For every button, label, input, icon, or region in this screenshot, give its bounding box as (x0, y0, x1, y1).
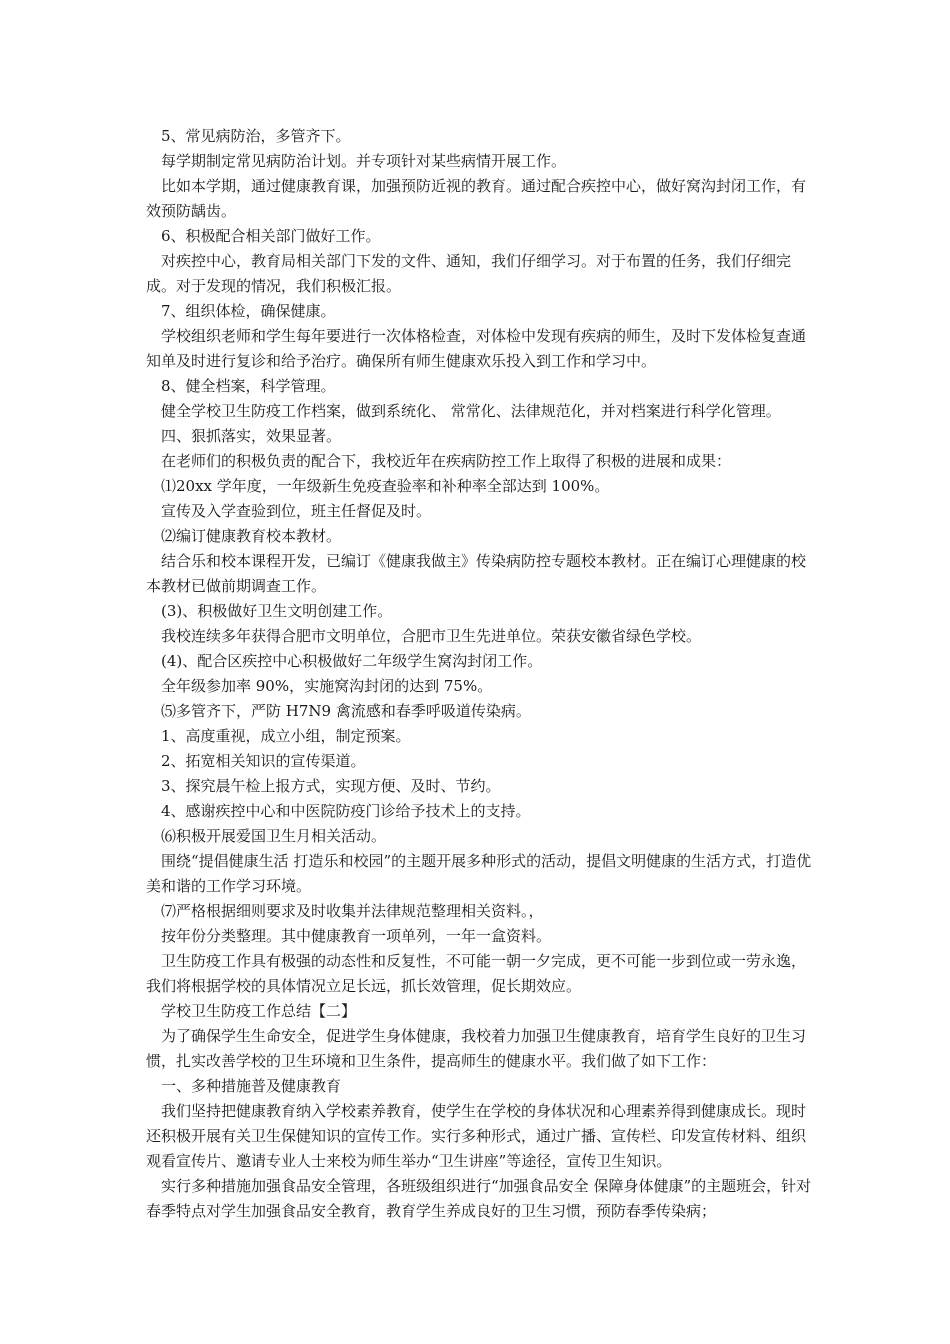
paragraph: 宣传及入学查验到位，班主任督促及时。 (161, 502, 432, 520)
paragraph: 4、感谢疾控中心和中医院防疫门诊给予技术上的支持。 (161, 802, 531, 820)
paragraph: ⑴20xx 学年度，一年级新生免疫查验率和补种率全部达到 100%。 (161, 477, 610, 495)
paragraph: 8、健全档案，科学管理。 (161, 377, 336, 395)
paragraph: 7、组织体检，确保健康。 (161, 302, 336, 320)
document-body (146, 124, 818, 1224)
paragraph: 3、探究晨午检上报方式，实现方便、及时、节约。 (161, 777, 501, 795)
paragraph: 比如本学期，通过健康教育课，加强预防近视的教育。通过配合疾控中心，做好窝沟封闭工作，有效预防龋齿。 (146, 177, 807, 220)
paragraph: (3)、积极做好卫生文明创建工作。 (161, 602, 393, 620)
paragraph: 1、高度重视，成立小组，制定预案。 (161, 727, 411, 745)
section-heading: 一、多种措施普及健康教育 (161, 1077, 342, 1095)
paragraph: 为了确保学生生命安全，促进学生身体健康，我校着力加强卫生健康教育，培育学生良好的卫生习惯，扎实改善学校的卫生环境和卫生条件，提高师生的健康水平。我们做了如下工作： (146, 1027, 807, 1070)
section-heading: 四、狠抓落实，效果显著。 (161, 427, 342, 445)
paragraph: ⑵编订健康教育校本教材。 (161, 527, 342, 545)
paragraph: (4)、配合区疾控中心积极做好二年级学生窝沟封闭工作。 (161, 652, 543, 670)
paragraph: 2、拓宽相关知识的宣传渠道。 (161, 752, 366, 770)
paragraph: 对疾控中心，教育局相关部门下发的文件、通知，我们仔细学习。对于布置的任务，我们仔细完成。对于发现的情况，我们积极汇报。 (146, 252, 792, 295)
paragraph: ⑸多管齐下，严防 H7N9 禽流感和春季呼吸道传染病。 (161, 702, 531, 720)
paragraph: 在老师们的积极负责的配合下，我校近年在疾病防控工作上取得了积极的进展和成果： (161, 452, 732, 470)
paragraph: 6、积极配合相关部门做好工作。 (161, 227, 381, 245)
paragraph: 围绕“提倡健康生活 打造乐和校园”的主题开展多种形式的活动，提倡文明健康的生活方式，打造优美和谐的工作学习环境。 (146, 852, 812, 895)
paragraph: 学校组织老师和学生每年要进行一次体格检查，对体检中发现有疾病的师生，及时下发体检复查通知单及时进行复诊和给予治疗。确保所有师生健康欢乐投入到工作和学习中。 (146, 327, 807, 370)
paragraph: 我校连续多年获得合肥市文明单位，合肥市卫生先进单位。荣获安徽省绿色学校。 (161, 627, 702, 645)
paragraph: ⑹积极开展爱国卫生月相关活动。 (161, 827, 387, 845)
paragraph: 5、常见病防治，多管齐下。 (161, 127, 351, 145)
paragraph: 我们坚持把健康教育纳入学校素养教育，使学生在学校的身体状况和心理素养得到健康成长。现时还积极开展有关卫生保健知识的宣传工作。实行多种形式，通过广播、宣传栏、印发宣传材料、组织观看宣传片、邀请专业人士来校为师生举办“卫生讲座”等途径，宣传卫生知识。 (146, 1102, 807, 1170)
paragraph: 实行多种措施加强食品安全管理，各班级组织进行“加强食品安全 保障身体健康”的主题班会，针对春季特点对学生加强食品安全教育，教育学生养成良好的卫生习惯，预防春季传染病； (146, 1177, 812, 1220)
paragraph: 卫生防疫工作具有极强的动态性和反复性，不可能一朝一夕完成，更不可能一步到位或一劳永逸，我们将根据学校的具体情况立足长远，抓长效管理，促长期效应。 (146, 952, 807, 995)
paragraph: 健全学校卫生防疫工作档案，做到系统化、 常常化、法律规范化，并对档案进行科学化管理。 (161, 402, 781, 420)
paragraph: 每学期制定常见病防治计划。并专项针对某些病情开展工作。 (161, 152, 567, 170)
paragraph: ⑺严格根据细则要求及时收集并法律规范整理相关资料。， (161, 902, 544, 920)
paragraph: 按年份分类整理。其中健康教育一项单列，一年一盒资料。 (161, 927, 552, 945)
paragraph: 全年级参加率 90%，实施窝沟封闭的达到 75%。 (161, 677, 493, 695)
paragraph: 结合乐和校本课程开发，已编订《健康我做主》传染病防控专题校本教材。正在编订心理健康的校本教材已做前期调查工作。 (146, 552, 807, 595)
section-title: 学校卫生防疫工作总结【二】 (161, 1002, 357, 1020)
